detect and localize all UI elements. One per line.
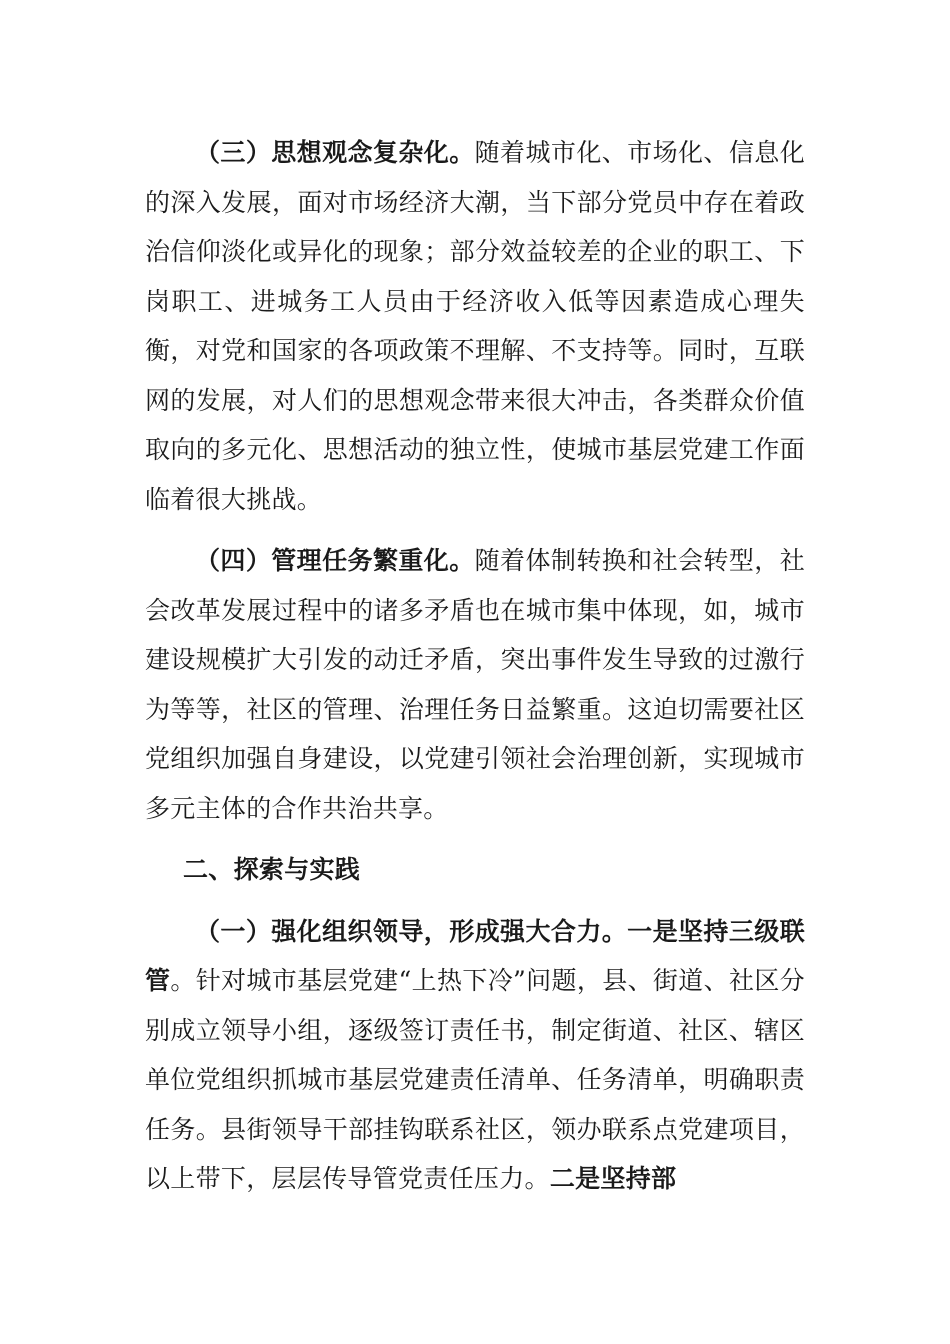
paragraph-management xyxy=(145,536,805,833)
paragraph-ideology-lead: （三）思想观念复杂化。 xyxy=(195,138,475,167)
paragraph-management-lead: （四）管理任务繁重化。 xyxy=(195,546,475,575)
paragraph-ideology xyxy=(145,128,805,524)
paragraph-organization-tail: 二是坚持部 xyxy=(549,1164,677,1193)
paragraph-ideology-body: 随着城市化、市场化、信息化的深入发展，面对市场经济大潮，当下部分党员中存在着政治信仰淡化或异化的现象；部分效益较差的企业的职工、下岗职工、进城务工人员由于经济收入低等因素造成心理失衡，对党和国家的各项政策不理解、不支持等。同时，互联网的发展，对人们的思想观念带来很大冲击，各类群众价值取向的多元化、思想活动的独立性，使城市基层党建工作面临着很大挑战。 xyxy=(145,138,805,514)
section-heading: 二、探索与实践 xyxy=(183,855,361,884)
paragraph-organization-lead: （一）强化组织领导，形成强大合力。一是坚持三级联管 xyxy=(145,916,805,995)
document-page xyxy=(145,128,805,1204)
paragraph-management-body: 随着体制转换和社会转型，社会改革发展过程中的诸多矛盾也在城市集中体现，如，城市建设规模扩大引发的动迁矛盾，突出事件发生导致的过激行为等等，社区的管理、治理任务日益繁重。这迫切需要社区党组织加强自身建设，以党建引领社会治理创新，实现城市多元主体的合作共治共享。 xyxy=(145,546,805,823)
paragraph-organization xyxy=(145,907,805,1204)
paragraph-organization-body: 。针对城市基层党建“上热下冷”问题，县、街道、社区分别成立领导小组，逐级签订责任书，制定街道、社区、辖区单位党组织抓城市基层党建责任清单、任务清单，明确职责任务。县街领导干部挂钩联系社区，领办联系点党建项目，以上带下，层层传导管党责任压力。 xyxy=(145,966,805,1193)
